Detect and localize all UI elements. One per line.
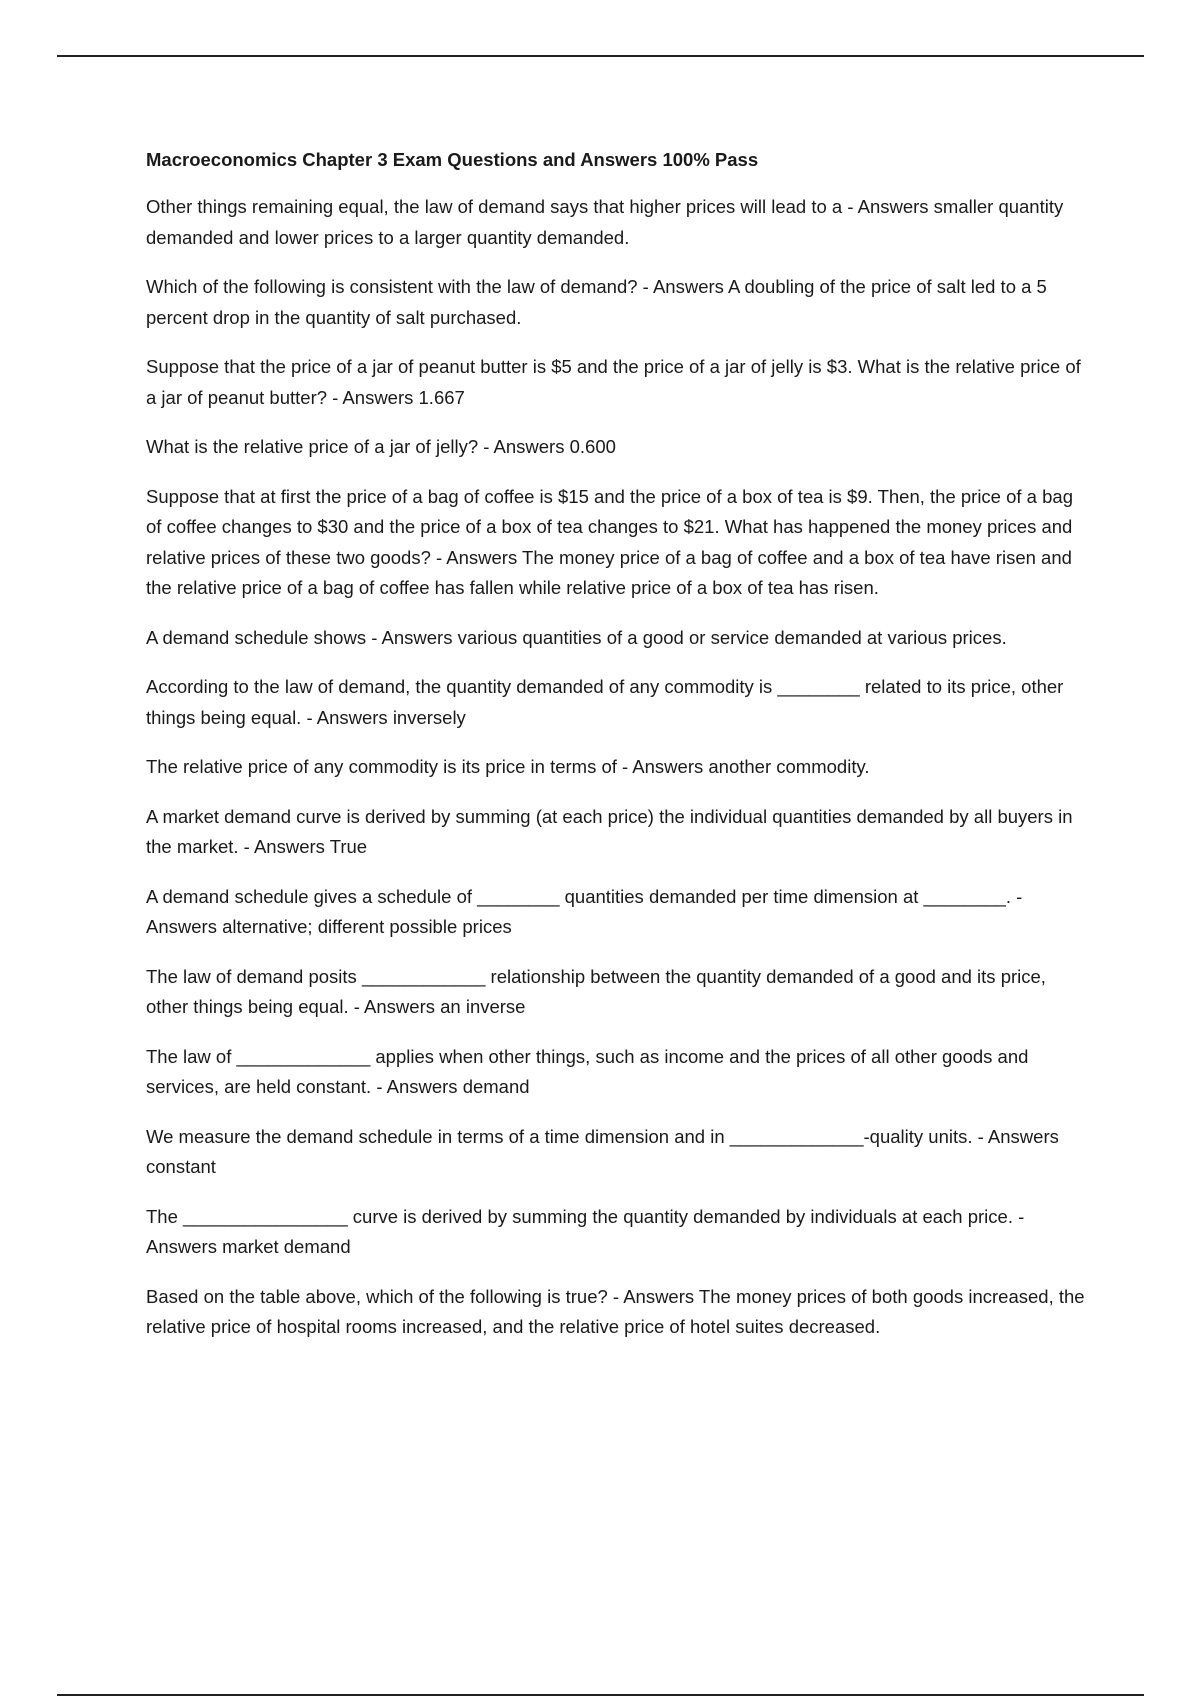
- qa-item: A market demand curve is derived by summing (at each price) the individual quantities demanded by all buyers in the market. - Answers True: [146, 805, 1073, 857]
- qa-item: What is the relative price of a jar of jelly? - Answers 0.600: [146, 436, 616, 457]
- document-title: Macroeconomics Chapter 3 Exam Questions and Answers 100% Pass: [146, 149, 759, 170]
- qa-item: A demand schedule shows - Answers various quantities of a good or service demanded at various prices.: [146, 626, 1007, 648]
- qa-item: Which of the following is consistent with the law of demand? - Answers A doubling of the price of salt led to a 5 percent drop in the quantity of salt purchased.: [146, 276, 1047, 328]
- top-divider: [57, 55, 1144, 57]
- qa-item: Suppose that at first the price of a bag of coffee is $15 and the price of a box of tea is $9. Then, the price of a bag of coffee changes to $30 and the price of a box of tea changes to $21. What has happened the money prices and relative prices of these two goods? - Answers The money price of a bag of coffee and a box of tea have risen and the relative price of a bag of coffee has fallen while relative price of a box of tea has risen.: [146, 485, 1073, 598]
- qa-item: According to the law of demand, the quantity demanded of any commodity is ________ related to its price, other things being equal. - Answers inversely: [146, 676, 1064, 728]
- qa-item: The law of _____________ applies when other things, such as income and the prices of all other goods and services, are held constant. - Answers demand: [146, 1045, 1029, 1097]
- qa-item: The law of demand posits ____________ relationship between the quantity demanded of a good and its price, other things being equal. - Answers an inverse: [146, 965, 1046, 1017]
- qa-item: We measure the demand schedule in terms of a time dimension and in _____________-quality units. - Answers constant: [146, 1125, 1059, 1177]
- qa-item: The ________________ curve is derived by summing the quantity demanded by individuals at each price. - Answers market demand: [146, 1205, 1025, 1257]
- qa-item: A demand schedule gives a schedule of ________ quantities demanded per time dimension at ________. - Answers alternative; different possible prices: [146, 885, 1023, 937]
- qa-item: Based on the table above, which of the following is true? - Answers The money prices of both goods increased, the relative price of hospital rooms increased, and the relative price of hotel suites decreased.: [146, 1285, 1085, 1337]
- qa-item: The relative price of any commodity is its price in terms of - Answers another commodity.: [146, 756, 870, 777]
- document-body: [146, 145, 1086, 1362]
- qa-item: Other things remaining equal, the law of demand says that higher prices will lead to a - Answers smaller quantity demanded and lower prices to a larger quantity demanded.: [146, 196, 1064, 248]
- qa-item: Suppose that the price of a jar of peanut butter is $5 and the price of a jar of jelly is $3. What is the relative price of a jar of peanut butter? - Answers 1.667: [146, 356, 1081, 408]
- bottom-divider: [57, 1694, 1144, 1696]
